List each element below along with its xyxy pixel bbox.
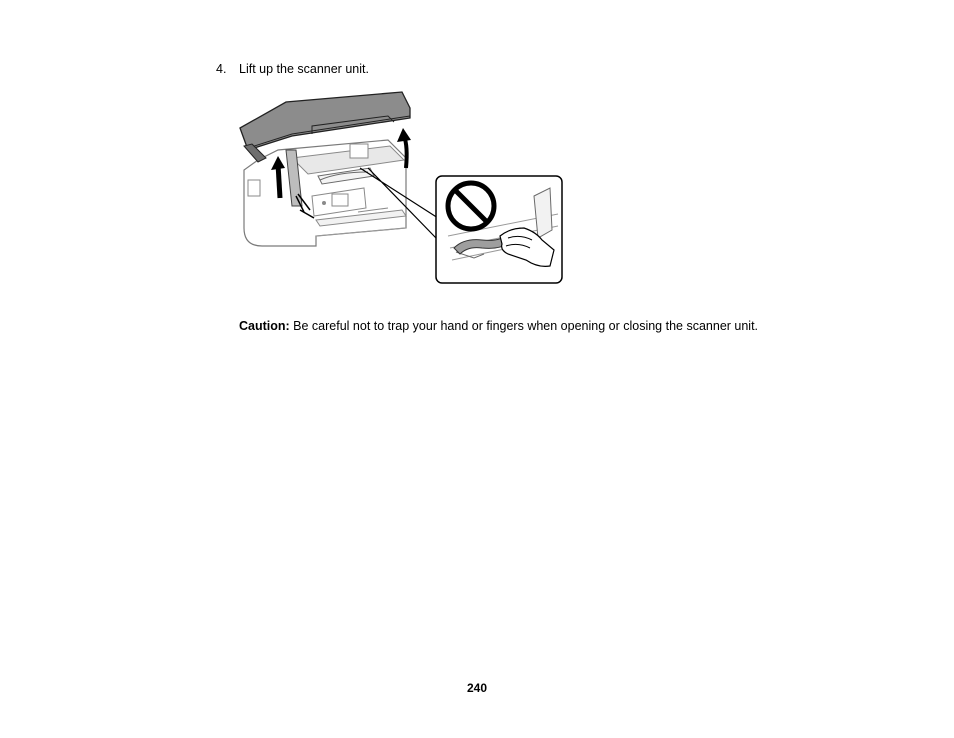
- prohibited-icon: [448, 183, 494, 229]
- step-instruction: [216, 62, 369, 77]
- step-text: Lift up the scanner unit.: [239, 62, 369, 76]
- page-number: 240: [466, 681, 488, 695]
- caution-label: Caution:: [239, 319, 290, 333]
- caution-note: [239, 319, 758, 334]
- printer-open-scanner-icon: [240, 92, 410, 246]
- scanner-illustration: [238, 88, 566, 286]
- step-number: 4.: [216, 62, 227, 76]
- caution-text: Be careful not to trap your hand or fingers when opening or closing the scanner unit.: [289, 319, 759, 333]
